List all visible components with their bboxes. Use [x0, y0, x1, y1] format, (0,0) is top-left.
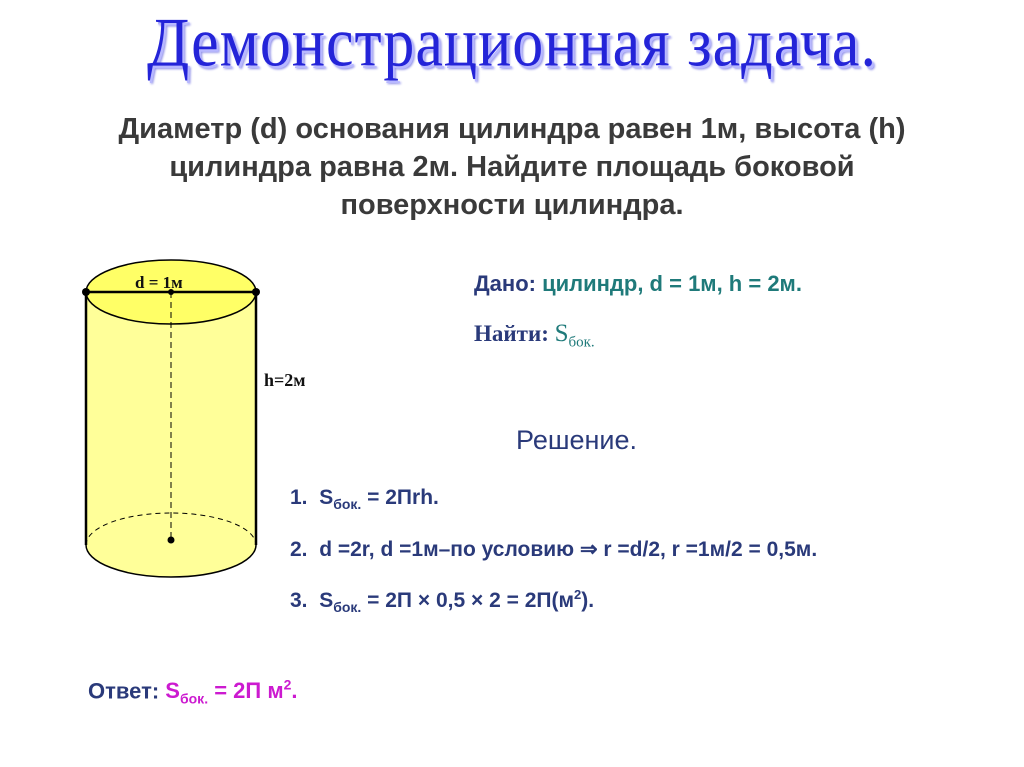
answer-sub: бок.	[179, 690, 209, 707]
step-1-sub: бок.	[333, 496, 362, 513]
step-1-s: S	[319, 486, 334, 509]
problem-line-2: цилиндра равна 2м. Найдите площадь боковой	[169, 151, 855, 183]
step-3-number: 3.	[290, 589, 308, 612]
step-3-end: ).	[581, 589, 595, 612]
answer-sup: 2	[283, 677, 292, 693]
step-2-number: 2.	[290, 538, 308, 561]
bottom-center-point	[168, 537, 175, 544]
given-line	[474, 271, 802, 297]
solution-step-2	[290, 537, 817, 562]
problem-line-1: Диаметр (d) основания цилиндра равен 1м, высота (h)	[118, 113, 906, 145]
height-label: h=2м	[264, 370, 306, 390]
step-3-s: S	[319, 589, 334, 612]
solution-step-1	[290, 486, 439, 512]
step-1-formula: = 2Пrh.	[361, 486, 439, 509]
problem-line-3: поверхности цилиндра.	[340, 189, 684, 221]
diameter-label: d = 1м	[135, 273, 183, 292]
find-line	[474, 320, 595, 352]
page-title: Демонстрационная задача.	[147, 5, 877, 82]
find-s: S	[554, 320, 569, 347]
answer-formula: = 2П м	[208, 678, 284, 704]
answer-end: .	[291, 678, 298, 704]
answer-label: Ответ:	[88, 678, 160, 704]
given-text: цилиндр, d = 1м, h = 2м.	[542, 271, 802, 296]
step-1-number: 1.	[290, 486, 308, 509]
answer-line	[88, 677, 298, 707]
diameter-endpoint-left	[82, 288, 90, 296]
solution-step-3	[290, 587, 594, 615]
given-label: Дано:	[474, 271, 536, 296]
step-2-text: d =2r, d =1м–по условию ⇒ r =d/2, r =1м/2 = 0,5м.	[319, 538, 818, 561]
find-sub: бок.	[568, 334, 595, 351]
answer-s: S	[165, 678, 180, 704]
find-label: Найти:	[474, 321, 549, 346]
step-3-sup: 2	[574, 587, 582, 602]
solution-heading: Решение.	[516, 425, 638, 455]
answer-value	[165, 677, 298, 707]
step-3-formula: = 2П × 0,5 × 2 = 2П(м	[361, 589, 574, 612]
step-3-sub: бок.	[333, 599, 362, 616]
diameter-endpoint-right	[252, 288, 260, 296]
